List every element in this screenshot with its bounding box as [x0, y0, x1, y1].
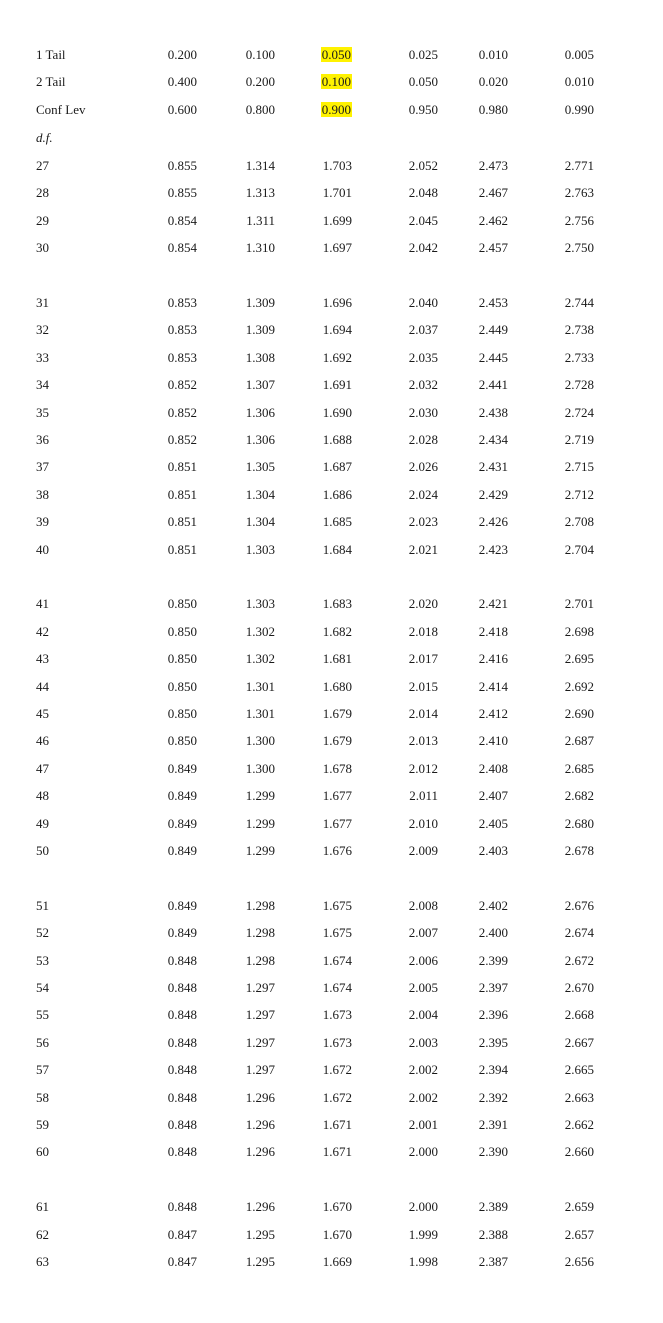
critical-value: 2.715 [564, 459, 594, 475]
header-row-label: Conf Lev [36, 102, 86, 117]
critical-value: 1.999 [408, 1226, 438, 1242]
critical-value: 0.848 [167, 1199, 197, 1215]
critical-value: 2.738 [564, 322, 594, 338]
df-value: 50 [36, 843, 49, 858]
critical-value: 2.391 [478, 1117, 508, 1132]
header-row-label: 1 Tail [36, 47, 66, 62]
critical-value: 1.298 [245, 952, 275, 968]
df-value: 62 [36, 1226, 49, 1242]
df-value: 34 [36, 377, 49, 393]
critical-value: 2.690 [564, 706, 594, 721]
df-value: 38 [36, 486, 49, 502]
critical-value: 2.668 [564, 1007, 594, 1023]
critical-value: 2.678 [564, 843, 594, 858]
critical-value: 2.756 [564, 212, 594, 228]
critical-value: 2.035 [408, 349, 438, 365]
critical-value: 2.733 [564, 349, 594, 365]
header-value-text: 0.950 [408, 102, 438, 117]
critical-value: 2.396 [478, 1007, 508, 1023]
critical-value: 2.750 [564, 240, 594, 256]
df-value: 36 [36, 432, 49, 447]
critical-value: 1.298 [245, 897, 275, 913]
critical-value: 2.018 [408, 623, 438, 639]
critical-value: 1.308 [245, 349, 275, 365]
critical-value: 1.673 [322, 1007, 352, 1023]
critical-value: 0.850 [167, 678, 197, 694]
header-value [534, 73, 594, 91]
critical-value: 0.847 [167, 1226, 197, 1242]
critical-value: 0.849 [167, 815, 197, 831]
critical-value: 2.394 [478, 1062, 508, 1078]
critical-value: 2.026 [408, 459, 438, 475]
critical-value: 1.309 [245, 295, 275, 310]
critical-value: 1.305 [245, 459, 275, 475]
df-value: 49 [36, 815, 49, 831]
critical-value: 0.853 [167, 322, 197, 338]
critical-value: 2.698 [564, 623, 594, 639]
critical-value: 1.302 [245, 623, 275, 639]
critical-value: 0.851 [167, 514, 197, 530]
critical-value: 2.672 [564, 952, 594, 968]
critical-value: 2.399 [478, 952, 508, 968]
critical-value: 1.672 [322, 1089, 352, 1105]
df-value: 53 [36, 952, 49, 968]
critical-value: 2.030 [408, 404, 438, 420]
critical-value: 0.849 [167, 925, 197, 941]
critical-value: 2.002 [408, 1089, 438, 1105]
critical-value: 1.311 [246, 212, 275, 228]
df-value: 52 [36, 925, 49, 941]
critical-value: 0.851 [167, 459, 197, 475]
critical-value: 2.431 [478, 459, 508, 475]
critical-value: 2.728 [564, 377, 594, 393]
header-value-text: 0.005 [564, 47, 594, 62]
critical-value: 1.672 [322, 1062, 352, 1078]
critical-value: 1.687 [322, 459, 352, 475]
critical-value: 1.676 [322, 843, 352, 858]
critical-value: 2.400 [478, 925, 508, 941]
header-value [292, 73, 352, 91]
critical-value: 2.028 [408, 432, 438, 447]
header-value-text: 0.200 [245, 74, 275, 89]
header-value-text: 0.020 [478, 74, 508, 89]
df-value: 31 [36, 295, 49, 310]
critical-value: 0.848 [167, 1007, 197, 1023]
df-value: 54 [36, 980, 49, 995]
critical-value: 2.712 [564, 486, 594, 502]
critical-value: 2.004 [408, 1007, 438, 1023]
critical-value: 2.010 [408, 815, 438, 831]
header-value-text: 0.010 [478, 47, 508, 62]
critical-value: 0.848 [167, 980, 197, 995]
df-value: 30 [36, 240, 49, 256]
critical-value: 2.462 [478, 212, 508, 228]
df-value: 32 [36, 322, 49, 338]
header-value-text: 0.050 [408, 74, 438, 89]
header-value-text: 0.800 [245, 102, 275, 117]
critical-value: 1.300 [245, 733, 275, 749]
critical-value: 2.692 [564, 678, 594, 694]
header-value [137, 73, 197, 91]
critical-value: 2.416 [478, 651, 508, 667]
critical-value: 0.849 [167, 843, 197, 858]
critical-value: 2.402 [478, 897, 508, 913]
critical-value: 1.314 [245, 158, 275, 173]
df-value: 47 [36, 760, 49, 776]
critical-value: 1.309 [245, 322, 275, 338]
critical-value: 0.852 [167, 432, 197, 447]
critical-value: 2.052 [408, 158, 438, 173]
critical-value: 2.020 [408, 596, 438, 612]
critical-value: 1.688 [322, 432, 352, 447]
critical-value: 2.434 [478, 432, 508, 447]
header-value-text: 0.980 [478, 102, 508, 117]
critical-value: 1.313 [245, 185, 275, 201]
critical-value: 2.048 [408, 185, 438, 201]
critical-value: 2.392 [478, 1089, 508, 1105]
critical-value: 1.701 [322, 185, 352, 201]
header-value [448, 73, 508, 91]
critical-value: 1.692 [322, 349, 352, 365]
critical-value: 1.699 [322, 212, 352, 228]
critical-value: 2.763 [564, 185, 594, 201]
critical-value: 1.677 [322, 788, 352, 804]
critical-value: 0.855 [167, 158, 197, 173]
critical-value: 1.304 [245, 514, 275, 530]
critical-value: 0.848 [167, 1034, 197, 1050]
header-value [292, 46, 352, 64]
critical-value: 1.295 [245, 1254, 275, 1269]
critical-value: 2.680 [564, 815, 594, 831]
critical-value: 1.299 [245, 843, 275, 858]
critical-value: 1.675 [322, 897, 352, 913]
critical-value: 2.438 [478, 404, 508, 420]
df-value: 58 [36, 1089, 49, 1105]
header-value [215, 46, 275, 64]
critical-value: 0.848 [167, 1117, 197, 1132]
header-value [378, 73, 438, 91]
critical-value: 1.306 [245, 432, 275, 447]
critical-value: 1.302 [245, 651, 275, 667]
header-value [215, 101, 275, 119]
critical-value: 1.691 [322, 377, 352, 393]
critical-value: 0.849 [167, 760, 197, 776]
df-value: 28 [36, 185, 49, 201]
critical-value: 1.686 [322, 486, 352, 502]
critical-value: 2.015 [408, 678, 438, 694]
header-value [534, 46, 594, 64]
critical-value: 1.296 [245, 1144, 275, 1160]
critical-value: 2.682 [564, 788, 594, 804]
critical-value: 1.299 [245, 788, 275, 804]
critical-value: 2.388 [478, 1226, 508, 1242]
critical-value: 1.683 [322, 596, 352, 612]
critical-value: 1.697 [322, 240, 352, 256]
critical-value: 1.295 [245, 1226, 275, 1242]
critical-value: 1.303 [245, 596, 275, 612]
critical-value: 2.441 [478, 377, 508, 393]
critical-value: 1.673 [322, 1034, 352, 1050]
critical-value: 1.299 [245, 815, 275, 831]
critical-value: 2.403 [478, 843, 508, 858]
critical-value: 2.000 [408, 1144, 438, 1160]
critical-value: 1.297 [245, 1007, 275, 1023]
critical-value: 2.387 [478, 1254, 508, 1269]
critical-value: 1.679 [322, 706, 352, 721]
critical-value: 2.037 [408, 322, 438, 338]
highlighted-header-value: 0.900 [321, 102, 351, 117]
header-value [448, 46, 508, 64]
df-value: 41 [36, 596, 49, 612]
critical-value: 1.298 [245, 925, 275, 941]
critical-value: 1.670 [322, 1199, 352, 1215]
df-value: 40 [36, 541, 49, 557]
critical-value: 0.854 [167, 212, 197, 228]
critical-value: 2.676 [564, 897, 594, 913]
critical-value: 2.667 [564, 1034, 594, 1050]
critical-value: 2.024 [408, 486, 438, 502]
critical-value: 1.675 [322, 925, 352, 941]
critical-value: 2.410 [478, 733, 508, 749]
critical-value: 0.854 [167, 240, 197, 256]
critical-value: 1.679 [322, 733, 352, 749]
critical-value: 1.703 [322, 158, 352, 173]
critical-value: 1.685 [322, 514, 352, 530]
df-value: 63 [36, 1254, 49, 1269]
critical-value: 2.001 [408, 1117, 438, 1132]
critical-value: 2.724 [564, 404, 594, 420]
critical-value: 0.848 [167, 1144, 197, 1160]
critical-value: 2.660 [564, 1144, 594, 1160]
critical-value: 1.307 [245, 377, 275, 393]
critical-value: 2.007 [408, 925, 438, 941]
highlighted-header-value: 0.050 [321, 47, 351, 62]
df-value: 48 [36, 788, 49, 804]
critical-value: 0.851 [167, 486, 197, 502]
header-value [137, 101, 197, 119]
critical-value: 2.695 [564, 651, 594, 667]
header-value-text: 0.200 [167, 47, 197, 62]
df-value: 56 [36, 1034, 49, 1050]
df-value: 55 [36, 1007, 49, 1023]
header-value-text: 0.010 [564, 74, 594, 89]
critical-value: 1.690 [322, 404, 352, 420]
header-value [378, 46, 438, 64]
critical-value: 1.680 [322, 678, 352, 694]
critical-value: 0.848 [167, 952, 197, 968]
critical-value: 2.453 [478, 295, 508, 310]
critical-value: 2.407 [478, 788, 508, 804]
critical-value: 2.014 [408, 706, 438, 721]
df-value: 46 [36, 733, 49, 749]
critical-value: 0.855 [167, 185, 197, 201]
df-value: 45 [36, 706, 49, 721]
critical-value: 2.023 [408, 514, 438, 530]
critical-value: 1.306 [245, 404, 275, 420]
df-value: 42 [36, 623, 49, 639]
critical-value: 2.414 [478, 678, 508, 694]
critical-value: 2.426 [478, 514, 508, 530]
critical-value: 2.445 [478, 349, 508, 365]
critical-value: 2.449 [478, 322, 508, 338]
critical-value: 1.674 [322, 952, 352, 968]
header-value [215, 73, 275, 91]
critical-value: 2.408 [478, 760, 508, 776]
critical-value: 2.662 [564, 1117, 594, 1132]
critical-value: 2.040 [408, 295, 438, 310]
df-value: 37 [36, 459, 49, 475]
critical-value: 1.674 [322, 980, 352, 995]
critical-value: 2.390 [478, 1144, 508, 1160]
header-value-text: 0.100 [245, 47, 275, 62]
critical-value: 1.670 [322, 1226, 352, 1242]
critical-value: 2.003 [408, 1034, 438, 1050]
critical-value: 2.005 [408, 980, 438, 995]
critical-value: 2.704 [564, 541, 594, 557]
critical-value: 1.297 [245, 1062, 275, 1078]
critical-value: 0.849 [167, 897, 197, 913]
critical-value: 1.678 [322, 760, 352, 776]
header-value [292, 101, 352, 119]
critical-value: 1.671 [322, 1144, 352, 1160]
critical-value: 0.850 [167, 651, 197, 667]
critical-value: 1.682 [322, 623, 352, 639]
critical-value: 2.771 [564, 158, 594, 173]
critical-value: 2.009 [408, 843, 438, 858]
critical-value: 2.685 [564, 760, 594, 776]
df-value: 27 [36, 158, 49, 173]
critical-value: 2.719 [564, 432, 594, 447]
critical-value: 1.310 [245, 240, 275, 256]
df-value: 33 [36, 349, 49, 365]
df-value: 51 [36, 897, 49, 913]
critical-value: 1.671 [322, 1117, 352, 1132]
df-value: 39 [36, 514, 49, 530]
critical-value: 0.847 [167, 1254, 197, 1269]
critical-value: 2.002 [408, 1062, 438, 1078]
critical-value: 0.851 [167, 541, 197, 557]
critical-value: 0.848 [167, 1062, 197, 1078]
critical-value: 0.853 [167, 295, 197, 310]
critical-value: 2.473 [478, 158, 508, 173]
critical-value: 1.677 [322, 815, 352, 831]
critical-value: 2.405 [478, 815, 508, 831]
critical-value: 1.297 [245, 1034, 275, 1050]
df-column-label: d.f. [36, 130, 53, 145]
critical-value: 1.296 [245, 1117, 275, 1132]
critical-value: 2.457 [478, 240, 508, 256]
critical-value: 2.659 [564, 1199, 594, 1215]
critical-value: 0.850 [167, 706, 197, 721]
critical-value: 1.304 [245, 486, 275, 502]
header-value-text: 0.990 [564, 102, 594, 117]
header-value [448, 101, 508, 119]
critical-value: 2.395 [478, 1034, 508, 1050]
critical-value: 2.421 [478, 596, 508, 612]
critical-value: 1.694 [322, 322, 352, 338]
critical-value: 2.045 [408, 212, 438, 228]
critical-value: 1.696 [322, 295, 352, 310]
highlighted-header-value: 0.100 [321, 74, 351, 89]
critical-value: 1.301 [245, 706, 275, 721]
critical-value: 2.663 [564, 1089, 594, 1105]
critical-value: 1.296 [245, 1089, 275, 1105]
critical-value: 2.418 [478, 623, 508, 639]
critical-value: 2.008 [408, 897, 438, 913]
critical-value: 2.389 [478, 1199, 508, 1215]
header-value-text: 0.025 [408, 47, 438, 62]
critical-value: 1.998 [408, 1254, 438, 1269]
df-value: 57 [36, 1062, 49, 1078]
critical-value: 2.397 [478, 980, 508, 995]
critical-value: 0.852 [167, 404, 197, 420]
critical-value: 2.687 [564, 733, 594, 749]
critical-value: 0.850 [167, 623, 197, 639]
header-value-text: 0.600 [167, 102, 197, 117]
critical-value: 2.006 [408, 952, 438, 968]
df-value: 29 [36, 212, 49, 228]
header-value-text: 0.400 [167, 74, 197, 89]
critical-value: 1.297 [245, 980, 275, 995]
header-row-label: 2 Tail [36, 74, 66, 89]
critical-value: 0.849 [167, 788, 197, 804]
critical-value: 2.042 [408, 240, 438, 256]
critical-value: 2.429 [478, 486, 508, 502]
critical-value: 1.303 [245, 541, 275, 557]
critical-value: 1.669 [322, 1254, 352, 1269]
critical-value: 0.853 [167, 349, 197, 365]
df-value: 59 [36, 1117, 49, 1132]
critical-value: 2.708 [564, 514, 594, 530]
critical-value: 0.850 [167, 596, 197, 612]
critical-value: 2.017 [408, 651, 438, 667]
critical-value: 2.657 [564, 1226, 594, 1242]
critical-value: 2.744 [564, 295, 594, 310]
critical-value: 2.670 [564, 980, 594, 995]
df-value: 61 [36, 1199, 49, 1215]
critical-value: 2.467 [478, 185, 508, 201]
critical-value: 1.684 [322, 541, 352, 557]
df-value: 35 [36, 404, 49, 420]
df-value: 44 [36, 678, 49, 694]
df-value: 60 [36, 1144, 49, 1160]
critical-value: 0.850 [167, 733, 197, 749]
critical-value: 2.000 [408, 1199, 438, 1215]
critical-value: 2.021 [408, 541, 438, 557]
critical-value: 2.412 [478, 706, 508, 721]
critical-value: 2.674 [564, 925, 594, 941]
critical-value: 0.852 [167, 377, 197, 393]
header-value [534, 101, 594, 119]
critical-value: 2.011 [409, 788, 438, 804]
critical-value: 1.300 [245, 760, 275, 776]
critical-value: 2.665 [564, 1062, 594, 1078]
critical-value: 1.301 [245, 678, 275, 694]
critical-value: 2.013 [408, 733, 438, 749]
header-value [378, 101, 438, 119]
critical-value: 2.032 [408, 377, 438, 393]
df-value: 43 [36, 651, 49, 667]
critical-value: 2.012 [408, 760, 438, 776]
critical-value: 0.848 [167, 1089, 197, 1105]
critical-value: 2.701 [564, 596, 594, 612]
critical-value: 1.296 [245, 1199, 275, 1215]
critical-value: 1.681 [322, 651, 352, 667]
critical-value: 2.423 [478, 541, 508, 557]
critical-value: 2.656 [564, 1254, 594, 1269]
header-value [137, 46, 197, 64]
